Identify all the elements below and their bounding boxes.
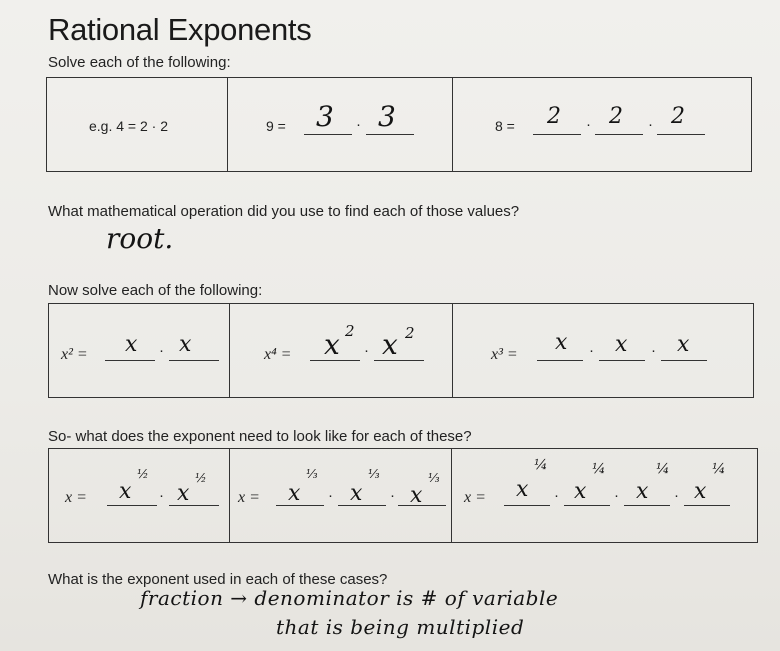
handwritten-answer: x	[382, 328, 398, 361]
page-title: Rational Exponents	[48, 12, 312, 47]
multiply-dot: ·	[364, 342, 369, 359]
handwritten-exponent: ¼	[592, 461, 606, 477]
multiply-dot: ·	[356, 116, 361, 133]
handwritten-answer: 2	[547, 104, 561, 129]
multiply-dot: ·	[651, 342, 656, 359]
handwritten-exponent: ¼	[712, 461, 726, 477]
multiply-dot: ·	[648, 116, 653, 133]
handwritten-exponent: ½	[195, 471, 207, 485]
x-fourth-equation: x⁴ =	[264, 346, 292, 363]
multiply-dot: ·	[614, 487, 619, 504]
prompt-exponent-used: What is the exponent used in each of these cases?	[48, 571, 388, 588]
x-equation: x =	[238, 489, 260, 506]
answer-blank[interactable]	[661, 360, 707, 361]
handwritten-answer: x	[636, 479, 649, 504]
handwritten-exponent: ⅓	[428, 471, 440, 485]
x-cubed-equation: x³ =	[491, 346, 518, 363]
handwritten-answer: x	[179, 332, 192, 357]
cell-nine	[228, 78, 453, 171]
nine-equation: 9 =	[266, 118, 286, 134]
multiply-dot: ·	[328, 487, 333, 504]
answer-blank[interactable]	[533, 134, 581, 135]
handwritten-exponent: ½	[137, 467, 149, 481]
answer-blank[interactable]	[599, 360, 645, 361]
cell-eight	[453, 78, 751, 171]
answer-blank[interactable]	[107, 505, 157, 506]
answer-blank[interactable]	[537, 360, 583, 361]
handwritten-exponent: ¼	[656, 461, 670, 477]
handwritten-answer: 2	[671, 104, 685, 129]
multiply-dot: ·	[159, 342, 164, 359]
cell-x-squared	[49, 304, 230, 397]
answer-box-row1	[46, 77, 752, 172]
answer-blank[interactable]	[624, 505, 670, 506]
answer-blank[interactable]	[595, 134, 643, 135]
cell-x-fourth	[230, 304, 453, 397]
multiply-dot: ·	[586, 116, 591, 133]
handwritten-exponent: ¼	[534, 457, 548, 473]
handwritten-answer-multiplied: that is being multiplied	[276, 615, 525, 639]
handwritten-answer: x	[615, 332, 628, 357]
multiply-dot: ·	[554, 487, 559, 504]
handwritten-exponent: 2	[405, 324, 415, 342]
handwritten-answer: x	[324, 328, 340, 361]
prompt-solve-2: Now solve each of the following:	[48, 282, 263, 299]
answer-blank[interactable]	[105, 360, 155, 361]
handwritten-exponent: ⅓	[306, 467, 318, 481]
handwritten-answer: x	[574, 479, 587, 504]
handwritten-answer: x	[119, 479, 132, 504]
cell-third	[230, 449, 452, 542]
handwritten-answer: 2	[609, 104, 623, 129]
handwritten-answer: x	[555, 330, 568, 355]
handwritten-answer: x	[350, 481, 363, 506]
x-squared-equation: x² =	[61, 346, 88, 363]
handwritten-answer: 3	[378, 100, 396, 133]
multiply-dot: ·	[589, 342, 594, 359]
eight-equation: 8 =	[495, 118, 515, 134]
answer-blank[interactable]	[169, 360, 219, 361]
handwritten-exponent: ⅓	[368, 467, 380, 481]
prompt-exponent-look: So- what does the exponent need to look like for each of these?	[48, 428, 472, 445]
handwritten-answer: x	[125, 332, 138, 357]
answer-blank[interactable]	[504, 505, 550, 506]
prompt-solve-1: Solve each of the following:	[48, 54, 231, 71]
answer-blank[interactable]	[304, 134, 352, 135]
cell-quarter	[452, 449, 757, 542]
handwritten-answer: x	[694, 479, 707, 504]
handwritten-answer: x	[177, 481, 190, 506]
answer-blank[interactable]	[366, 134, 414, 135]
cell-half	[49, 449, 230, 542]
x-equation: x =	[65, 489, 87, 506]
handwritten-answer-fraction: fraction → denominator is # of variable	[140, 586, 559, 610]
answer-blank[interactable]	[684, 505, 730, 506]
handwritten-exponent: 2	[345, 322, 355, 340]
handwritten-answer-root: root.	[106, 222, 174, 255]
handwritten-answer: x	[677, 332, 690, 357]
answer-blank[interactable]	[657, 134, 705, 135]
multiply-dot: ·	[674, 487, 679, 504]
handwritten-answer: x	[516, 477, 529, 502]
cell-example	[47, 78, 228, 171]
handwritten-answer: x	[288, 481, 301, 506]
handwritten-answer: 3	[316, 100, 334, 133]
cell-x-cubed	[453, 304, 753, 397]
handwritten-answer: x	[410, 483, 423, 508]
prompt-operation: What mathematical operation did you use to find each of those values?	[48, 203, 520, 220]
example-equation: e.g. 4 = 2 · 2	[89, 118, 168, 134]
answer-box-row2	[48, 303, 754, 398]
answer-box-row3	[48, 448, 758, 543]
multiply-dot: ·	[159, 487, 164, 504]
x-equation: x =	[464, 489, 486, 506]
multiply-dot: ·	[390, 487, 395, 504]
answer-blank[interactable]	[564, 505, 610, 506]
